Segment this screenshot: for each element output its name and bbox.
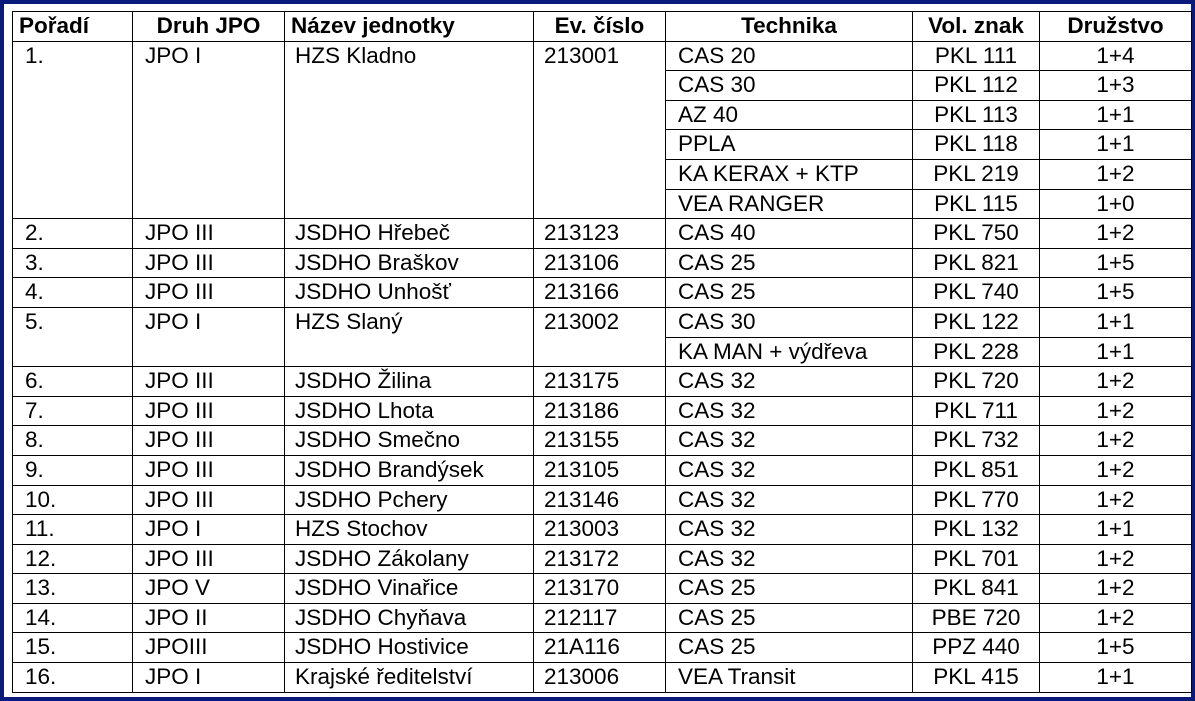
units-table: [12, 11, 1192, 693]
poradi-cell: 14.: [13, 603, 133, 633]
druzstvo-cell: 1+1: [1040, 337, 1192, 367]
table-row: [13, 219, 1192, 249]
technika-cell: CAS 25: [666, 248, 913, 278]
druzstvo-cell: 1+2: [1040, 485, 1192, 515]
header-druh-jpo: Druh JPO: [133, 12, 285, 42]
vol-znak-cell: PKL 132: [913, 515, 1040, 545]
ev-cislo-cell: 21A116: [534, 633, 666, 663]
header-poradi: Pořadí: [13, 12, 133, 42]
druh-jpo-cell: JPO V: [133, 574, 285, 604]
druzstvo-cell: 1+0: [1040, 189, 1192, 219]
druzstvo-cell: 1+3: [1040, 71, 1192, 101]
technika-cell: KA MAN + výdřeva: [666, 337, 913, 367]
druh-jpo-cell: JPO III: [133, 278, 285, 308]
table-row: [13, 41, 1192, 71]
header-nazev-jednotky: Název jednotky: [285, 12, 534, 42]
header-technika: Technika: [666, 12, 913, 42]
vol-znak-cell: PKL 415: [913, 663, 1040, 693]
druzstvo-cell: 1+1: [1040, 130, 1192, 160]
ev-cislo-cell: 213003: [534, 515, 666, 545]
technika-cell: CAS 32: [666, 515, 913, 545]
ev-cislo-cell: 213106: [534, 248, 666, 278]
poradi-cell: 4.: [13, 278, 133, 308]
poradi-cell: 5.: [13, 307, 133, 366]
technika-cell: CAS 25: [666, 633, 913, 663]
druh-jpo-cell: JPO I: [133, 515, 285, 545]
druh-jpo-cell: JPO III: [133, 426, 285, 456]
poradi-cell: 15.: [13, 633, 133, 663]
technika-cell: CAS 25: [666, 574, 913, 604]
ev-cislo-cell: 213166: [534, 278, 666, 308]
table-row: [13, 485, 1192, 515]
nazev-jednotky-cell: HZS Stochov: [285, 515, 534, 545]
table-row: [13, 574, 1192, 604]
technika-cell: CAS 25: [666, 278, 913, 308]
technika-cell: CAS 32: [666, 426, 913, 456]
header-vol-znak: Vol. znak: [913, 12, 1040, 42]
technika-cell: AZ 40: [666, 100, 913, 130]
vol-znak-cell: PKL 821: [913, 248, 1040, 278]
table-row: [13, 633, 1192, 663]
ev-cislo-cell: 213170: [534, 574, 666, 604]
nazev-jednotky-cell: HZS Kladno: [285, 41, 534, 219]
poradi-cell: 12.: [13, 544, 133, 574]
vol-znak-cell: PKL 720: [913, 367, 1040, 397]
poradi-cell: 16.: [13, 663, 133, 693]
druzstvo-cell: 1+4: [1040, 41, 1192, 71]
ev-cislo-cell: 213172: [534, 544, 666, 574]
nazev-jednotky-cell: HZS Slaný: [285, 307, 534, 366]
druzstvo-cell: 1+1: [1040, 307, 1192, 337]
druzstvo-cell: 1+5: [1040, 633, 1192, 663]
druzstvo-cell: 1+1: [1040, 663, 1192, 693]
nazev-jednotky-cell: JSDHO Vinařice: [285, 574, 534, 604]
ev-cislo-cell: 212117: [534, 603, 666, 633]
table-row: [13, 307, 1192, 337]
vol-znak-cell: PKL 122: [913, 307, 1040, 337]
druh-jpo-cell: JPO III: [133, 219, 285, 249]
poradi-cell: 8.: [13, 426, 133, 456]
nazev-jednotky-cell: JSDHO Smečno: [285, 426, 534, 456]
druh-jpo-cell: JPO I: [133, 41, 285, 219]
technika-cell: CAS 32: [666, 455, 913, 485]
technika-cell: VEA Transit: [666, 663, 913, 693]
druzstvo-cell: 1+2: [1040, 544, 1192, 574]
table-row: [13, 544, 1192, 574]
druzstvo-cell: 1+2: [1040, 426, 1192, 456]
table-row: [13, 248, 1192, 278]
vol-znak-cell: PKL 732: [913, 426, 1040, 456]
druh-jpo-cell: JPO III: [133, 367, 285, 397]
nazev-jednotky-cell: JSDHO Brandýsek: [285, 455, 534, 485]
technika-cell: CAS 30: [666, 307, 913, 337]
vol-znak-cell: PKL 115: [913, 189, 1040, 219]
vol-znak-cell: PKL 112: [913, 71, 1040, 101]
table-row: [13, 603, 1192, 633]
nazev-jednotky-cell: JSDHO Zákolany: [285, 544, 534, 574]
druh-jpo-cell: JPO III: [133, 544, 285, 574]
nazev-jednotky-cell: JSDHO Unhošť: [285, 278, 534, 308]
druzstvo-cell: 1+2: [1040, 367, 1192, 397]
vol-znak-cell: PBE 720: [913, 603, 1040, 633]
technika-cell: CAS 32: [666, 485, 913, 515]
poradi-cell: 7.: [13, 396, 133, 426]
vol-znak-cell: PKL 701: [913, 544, 1040, 574]
technika-cell: VEA RANGER: [666, 189, 913, 219]
header-druzstvo: Družstvo: [1040, 12, 1192, 42]
druh-jpo-cell: JPO I: [133, 663, 285, 693]
druzstvo-cell: 1+2: [1040, 603, 1192, 633]
table-row: [13, 367, 1192, 397]
nazev-jednotky-cell: JSDHO Hřebeč: [285, 219, 534, 249]
druh-jpo-cell: JPOIII: [133, 633, 285, 663]
vol-znak-cell: PKL 740: [913, 278, 1040, 308]
technika-cell: CAS 32: [666, 396, 913, 426]
technika-cell: KA KERAX + KTP: [666, 159, 913, 189]
poradi-cell: 10.: [13, 485, 133, 515]
druh-jpo-cell: JPO III: [133, 485, 285, 515]
nazev-jednotky-cell: Krajské ředitelství: [285, 663, 534, 693]
ev-cislo-cell: 213001: [534, 41, 666, 219]
table-row: [13, 426, 1192, 456]
ev-cislo-cell: 213186: [534, 396, 666, 426]
druzstvo-cell: 1+2: [1040, 219, 1192, 249]
ev-cislo-cell: 213123: [534, 219, 666, 249]
poradi-cell: 1.: [13, 41, 133, 219]
ev-cislo-cell: 213175: [534, 367, 666, 397]
vol-znak-cell: PKL 770: [913, 485, 1040, 515]
technika-cell: CAS 30: [666, 71, 913, 101]
poradi-cell: 2.: [13, 219, 133, 249]
ev-cislo-cell: 213002: [534, 307, 666, 366]
technika-cell: PPLA: [666, 130, 913, 160]
vol-znak-cell: PKL 750: [913, 219, 1040, 249]
druh-jpo-cell: JPO III: [133, 455, 285, 485]
technika-cell: CAS 32: [666, 367, 913, 397]
vol-znak-cell: PKL 111: [913, 41, 1040, 71]
poradi-cell: 13.: [13, 574, 133, 604]
vol-znak-cell: PKL 841: [913, 574, 1040, 604]
table-row: [13, 663, 1192, 693]
vol-znak-cell: PKL 113: [913, 100, 1040, 130]
technika-cell: CAS 40: [666, 219, 913, 249]
ev-cislo-cell: 213146: [534, 485, 666, 515]
druzstvo-cell: 1+2: [1040, 396, 1192, 426]
druzstvo-cell: 1+5: [1040, 278, 1192, 308]
table-row: [13, 515, 1192, 545]
units-table-body: [13, 41, 1192, 692]
header-ev-cislo: Ev. číslo: [534, 12, 666, 42]
poradi-cell: 9.: [13, 455, 133, 485]
ev-cislo-cell: 213155: [534, 426, 666, 456]
druzstvo-cell: 1+1: [1040, 515, 1192, 545]
vol-znak-cell: PKL 118: [913, 130, 1040, 160]
vol-znak-cell: PKL 711: [913, 396, 1040, 426]
druzstvo-cell: 1+2: [1040, 159, 1192, 189]
druzstvo-cell: 1+2: [1040, 574, 1192, 604]
header-row: [13, 12, 1192, 42]
nazev-jednotky-cell: JSDHO Braškov: [285, 248, 534, 278]
poradi-cell: 11.: [13, 515, 133, 545]
vol-znak-cell: PKL 851: [913, 455, 1040, 485]
table-row: [13, 396, 1192, 426]
technika-cell: CAS 32: [666, 544, 913, 574]
nazev-jednotky-cell: JSDHO Žilina: [285, 367, 534, 397]
nazev-jednotky-cell: JSDHO Lhota: [285, 396, 534, 426]
druzstvo-cell: 1+2: [1040, 455, 1192, 485]
druh-jpo-cell: JPO III: [133, 396, 285, 426]
table-row: [13, 455, 1192, 485]
poradi-cell: 3.: [13, 248, 133, 278]
ev-cislo-cell: 213105: [534, 455, 666, 485]
druzstvo-cell: 1+1: [1040, 100, 1192, 130]
nazev-jednotky-cell: JSDHO Chyňava: [285, 603, 534, 633]
druh-jpo-cell: JPO I: [133, 307, 285, 366]
vol-znak-cell: PPZ 440: [913, 633, 1040, 663]
nazev-jednotky-cell: JSDHO Pchery: [285, 485, 534, 515]
poradi-cell: 6.: [13, 367, 133, 397]
ev-cislo-cell: 213006: [534, 663, 666, 693]
vol-znak-cell: PKL 228: [913, 337, 1040, 367]
technika-cell: CAS 20: [666, 41, 913, 71]
druzstvo-cell: 1+5: [1040, 248, 1192, 278]
vol-znak-cell: PKL 219: [913, 159, 1040, 189]
nazev-jednotky-cell: JSDHO Hostivice: [285, 633, 534, 663]
technika-cell: CAS 25: [666, 603, 913, 633]
druh-jpo-cell: JPO II: [133, 603, 285, 633]
table-row: [13, 278, 1192, 308]
druh-jpo-cell: JPO III: [133, 248, 285, 278]
